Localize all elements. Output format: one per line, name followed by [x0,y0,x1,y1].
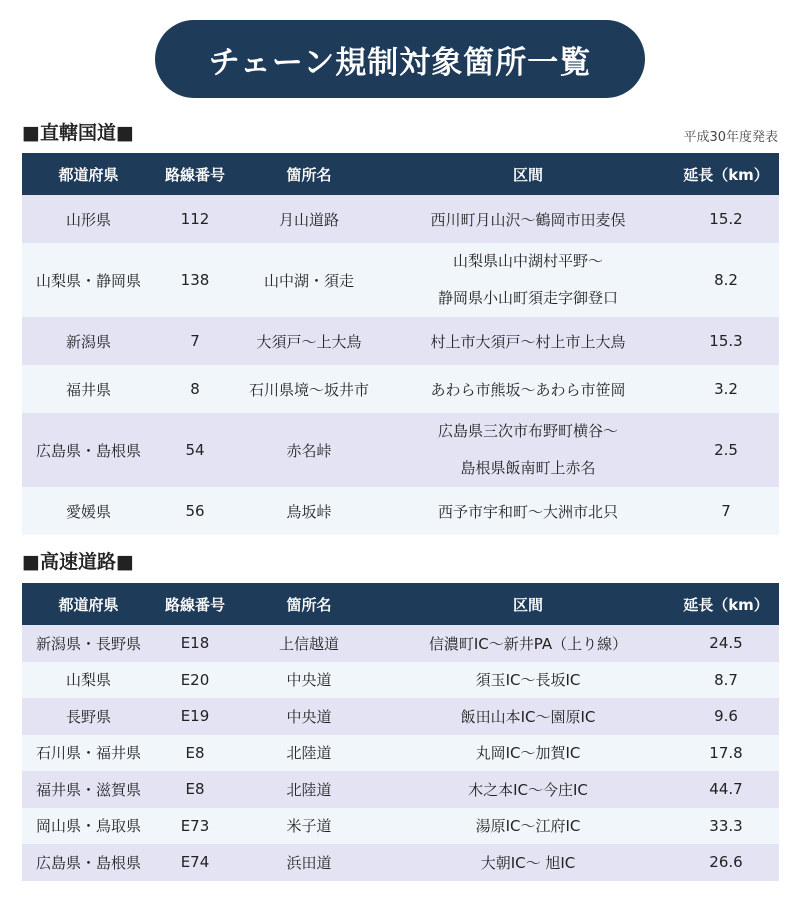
table-row [22,487,779,535]
header-section: 区間 [383,153,673,195]
cell-length: 17.8 [673,735,779,772]
cell-route-number: E73 [155,808,235,845]
cell-section: 村上市大須戸～村上市上大鳥 [383,317,673,365]
cell-length: 3.2 [673,365,779,413]
cell-section [383,413,673,487]
cell-prefecture: 山梨県・静岡県 [22,243,155,317]
cell-section: 西予市宇和町～大洲市北只 [383,487,673,535]
table-row [22,771,779,808]
header-section: 区間 [383,583,673,625]
page-title: チェーン規制対象箇所一覧 [208,44,592,81]
cell-route-number: E74 [155,844,235,881]
cell-route-number: E18 [155,625,235,662]
cell-location-name: 北陸道 [235,771,383,808]
header-prefecture: 都道府県 [22,583,155,625]
cell-prefecture: 愛媛県 [22,487,155,535]
cell-location-name: 赤名峠 [235,413,383,487]
cell-location-name: 大須戸～上大鳥 [235,317,383,365]
cell-location-name: 米子道 [235,808,383,845]
header-route-number: 路線番号 [155,583,235,625]
cell-route-number: 54 [155,413,235,487]
cell-location-name: 浜田道 [235,844,383,881]
cell-prefecture: 広島県・島根県 [22,844,155,881]
cell-section [383,243,673,317]
cell-route-number: E20 [155,662,235,699]
cell-section: 飯田山本IC～園原IC [383,698,673,735]
section-line-1: 山梨県山中湖村平野～ [452,252,603,270]
cell-location-name: 北陸道 [235,735,383,772]
header-route-number: 路線番号 [155,153,235,195]
cell-section: あわら市熊坂～あわら市笹岡 [383,365,673,413]
header-location-name: 箇所名 [235,583,383,625]
cell-prefecture: 福井県 [22,365,155,413]
section-line-2: 島根県飯南町上赤名 [460,459,596,477]
table-row [22,365,779,413]
cell-section: 西川町月山沢～鶴岡市田麦俣 [383,195,673,243]
table-row [22,317,779,365]
section-heading-national-roads: ■直轄国道■ [22,122,134,144]
cell-prefecture: 新潟県・長野県 [22,625,155,662]
cell-location-name: 上信越道 [235,625,383,662]
table-row [22,698,779,735]
cell-location-name: 月山道路 [235,195,383,243]
table-row [22,195,779,243]
cell-route-number: 112 [155,195,235,243]
cell-route-number: E19 [155,698,235,735]
cell-section: 大朝IC～ 旭IC [383,844,673,881]
table-header-row [22,153,779,195]
table-header-row [22,583,779,625]
cell-prefecture: 広島県・島根県 [22,413,155,487]
cell-section: 木之本IC～今庄IC [383,771,673,808]
cell-location-name: 中央道 [235,662,383,699]
cell-length: 8.7 [673,662,779,699]
table-row [22,625,779,662]
expressways-table [22,583,779,881]
cell-length: 15.2 [673,195,779,243]
cell-prefecture: 岡山県・鳥取県 [22,808,155,845]
cell-prefecture: 長野県 [22,698,155,735]
cell-section: 須玉IC～長坂IC [383,662,673,699]
cell-length: 33.3 [673,808,779,845]
cell-location-name: 鳥坂峠 [235,487,383,535]
cell-prefecture: 福井県・滋賀県 [22,771,155,808]
title-banner [155,20,645,98]
cell-section: 湯原IC～江府IC [383,808,673,845]
cell-length: 9.6 [673,698,779,735]
cell-length: 15.3 [673,317,779,365]
cell-route-number: E8 [155,735,235,772]
header-length: 延長（km） [673,583,779,625]
cell-length: 26.6 [673,844,779,881]
section-heading-expressways: ■高速道路■ [22,551,134,573]
national-roads-table [22,153,779,535]
header-prefecture: 都道府県 [22,153,155,195]
cell-prefecture: 新潟県 [22,317,155,365]
cell-route-number: 7 [155,317,235,365]
table-row [22,243,779,317]
header-location-name: 箇所名 [235,153,383,195]
table-row [22,808,779,845]
cell-length: 8.2 [673,243,779,317]
table-row [22,844,779,881]
cell-location-name: 中央道 [235,698,383,735]
cell-length: 7 [673,487,779,535]
table-row [22,735,779,772]
cell-length: 2.5 [673,413,779,487]
table-row [22,662,779,699]
cell-route-number: 8 [155,365,235,413]
publication-note: 平成30年度発表 [683,130,778,145]
cell-length: 44.7 [673,771,779,808]
cell-section: 丸岡IC～加賀IC [383,735,673,772]
header-length: 延長（km） [673,153,779,195]
cell-location-name: 山中湖・須走 [235,243,383,317]
cell-route-number: 56 [155,487,235,535]
cell-prefecture: 山梨県 [22,662,155,699]
cell-prefecture: 石川県・福井県 [22,735,155,772]
cell-route-number: 138 [155,243,235,317]
section-line-2: 静岡県小山町須走字御登口 [437,289,618,307]
cell-section: 信濃町IC～新井PA（上り線） [383,625,673,662]
cell-length: 24.5 [673,625,779,662]
table-row [22,413,779,487]
cell-prefecture: 山形県 [22,195,155,243]
cell-route-number: E8 [155,771,235,808]
cell-location-name: 石川県境～坂井市 [235,365,383,413]
section-line-1: 広島県三次市布野町横谷～ [437,422,618,440]
